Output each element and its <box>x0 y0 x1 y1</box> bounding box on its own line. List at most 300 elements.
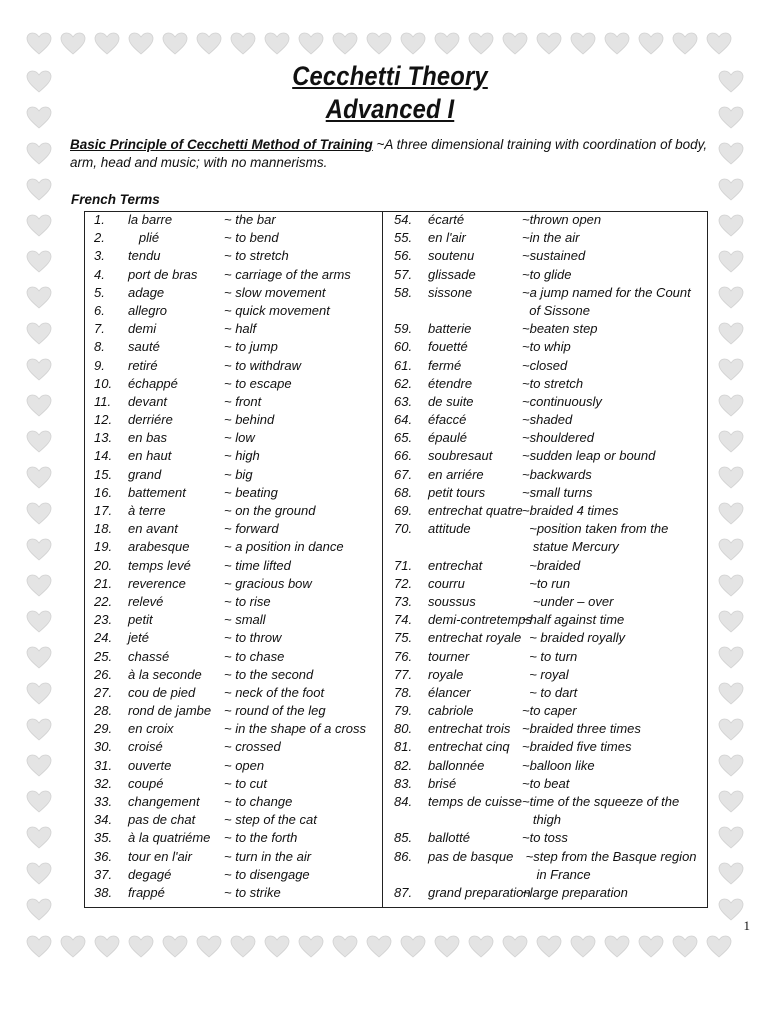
heart-icon <box>718 286 744 310</box>
term-row <box>386 211 706 229</box>
heart-icon <box>94 32 120 56</box>
term-french: grand preparation <box>428 884 531 900</box>
term-number: 72. <box>394 575 413 591</box>
heart-icon <box>60 935 86 959</box>
term-row <box>86 466 380 484</box>
term-number: 65. <box>394 430 413 446</box>
heart-icon <box>94 935 120 959</box>
term-french: élancer <box>428 684 471 700</box>
term-definition: ~sudden leap or bound <box>522 448 656 464</box>
term-row <box>386 466 706 484</box>
heart-icon <box>26 430 52 454</box>
term-definition: ~ to stretch <box>224 248 289 264</box>
term-french: changement <box>128 794 200 809</box>
heart-icon <box>26 214 52 238</box>
heart-icon <box>468 32 494 56</box>
heart-icon <box>366 32 392 56</box>
term-definition: ~ to jump <box>224 339 278 355</box>
term-definition: ~to caper <box>522 703 577 719</box>
term-number: 28. <box>94 703 113 719</box>
term-row <box>86 666 380 684</box>
term-french: croisé <box>128 739 163 755</box>
heart-icon <box>26 466 52 490</box>
term-number: 26. <box>94 666 113 682</box>
term-french: port de bras <box>128 266 198 282</box>
term-row <box>86 593 380 611</box>
heart-icon <box>26 286 52 310</box>
term-french: devant <box>128 393 168 409</box>
term-definition-continued: statue Mercury <box>522 539 619 555</box>
heart-icon <box>718 70 744 94</box>
term-definition: ~braided three times <box>522 721 641 737</box>
term-number: 73. <box>394 593 413 609</box>
term-row <box>386 738 706 756</box>
term-french: soussus <box>428 593 476 609</box>
term-french: courru <box>428 575 465 591</box>
term-definition: ~beaten step <box>522 321 598 337</box>
term-definition: ~to glide <box>522 266 572 282</box>
term-french: échappé <box>128 375 178 391</box>
term-row <box>386 575 706 593</box>
heart-icon <box>718 322 744 346</box>
intro-text: ~A three dimensional training with coordination of body, arm, head and music; with no mannerisms. <box>70 137 708 170</box>
heart-icon <box>162 32 188 56</box>
heart-icon <box>718 790 744 814</box>
term-french: la barre <box>128 212 173 227</box>
term-definition: ~shouldered <box>522 430 594 446</box>
term-french: pas de chat <box>128 812 196 828</box>
term-row <box>86 866 380 884</box>
term-french: cou de pied <box>128 684 196 700</box>
term-number: 75. <box>394 630 413 646</box>
term-number: 8. <box>94 339 105 355</box>
term-french: degagé <box>128 866 172 882</box>
heart-icon <box>718 718 744 742</box>
term-row-continuation <box>386 538 706 556</box>
term-definition: ~braided <box>522 557 581 573</box>
term-row <box>86 684 380 702</box>
term-number: 87. <box>394 884 413 900</box>
term-definition: ~ to withdraw <box>224 357 301 373</box>
heart-icon <box>332 32 358 56</box>
term-definition: ~ big <box>224 466 253 482</box>
heart-icon <box>26 250 52 274</box>
term-french: entrechat trois <box>428 721 511 737</box>
heart-icon <box>672 935 698 959</box>
heart-icon <box>26 718 52 742</box>
term-number: 3. <box>94 248 105 264</box>
heart-icon <box>718 250 744 274</box>
heart-icon <box>718 358 744 382</box>
term-row <box>386 357 706 375</box>
term-row <box>86 884 380 902</box>
heart-icon <box>196 935 222 959</box>
term-french: arabesque <box>128 539 190 555</box>
term-number: 57. <box>394 266 413 282</box>
term-number: 64. <box>394 412 413 428</box>
heart-icon <box>672 32 698 56</box>
term-row <box>386 757 706 775</box>
term-number: 78. <box>394 684 413 700</box>
heart-icon <box>718 502 744 526</box>
column-divider <box>382 211 383 908</box>
term-french: entrechat <box>428 557 483 573</box>
heart-icon <box>196 32 222 56</box>
term-definition: ~ the bar <box>224 212 276 227</box>
term-french: pas de basque <box>428 848 514 864</box>
term-row <box>386 429 706 447</box>
term-french: ouverte <box>128 757 172 773</box>
term-row <box>386 375 706 393</box>
term-french: épaulé <box>428 430 468 446</box>
heart-icon <box>128 935 154 959</box>
term-definition: ~ to strike <box>224 884 281 900</box>
term-row <box>86 411 380 429</box>
heart-icon <box>718 538 744 562</box>
term-definition: ~to beat <box>522 775 570 791</box>
term-row <box>86 502 380 520</box>
term-number: 6. <box>94 302 105 318</box>
term-number: 5. <box>94 284 105 300</box>
term-number: 54. <box>394 212 413 227</box>
heart-icon <box>502 935 528 959</box>
term-row <box>386 829 706 847</box>
term-french: étendre <box>428 375 473 391</box>
heart-icon <box>162 935 188 959</box>
heart-icon <box>718 430 744 454</box>
term-number: 9. <box>94 357 105 373</box>
term-row <box>86 211 380 229</box>
term-number: 13. <box>94 430 113 446</box>
term-definition: ~ small <box>224 612 266 628</box>
term-row-continuation <box>386 811 706 829</box>
term-definition-continued: in France <box>522 866 591 882</box>
term-french: brisé <box>428 775 457 791</box>
term-row <box>86 247 380 265</box>
heart-icon <box>26 106 52 130</box>
section-label: French Terms <box>71 192 160 207</box>
term-definition: ~ to throw <box>224 630 282 646</box>
term-row-continuation <box>386 866 706 884</box>
term-french: temps levé <box>128 557 191 573</box>
heart-icon <box>638 935 664 959</box>
term-number: 34. <box>94 812 113 828</box>
term-definition: ~ neck of the foot <box>224 684 325 700</box>
term-number: 66. <box>394 448 413 464</box>
heart-icon <box>26 682 52 706</box>
term-french: en avant <box>128 521 178 537</box>
term-definition: ~ open <box>224 757 265 773</box>
heart-icon <box>26 394 52 418</box>
heart-icon <box>26 610 52 634</box>
term-definition: ~thrown open <box>522 212 602 227</box>
intro-lead: Basic Principle of Cecchetti Method of Training <box>70 137 373 152</box>
heart-icon <box>26 142 52 166</box>
term-french: ballotté <box>428 830 470 846</box>
term-row <box>86 848 380 866</box>
heart-icon <box>570 935 596 959</box>
term-row <box>86 375 380 393</box>
term-row <box>386 775 706 793</box>
term-definition: ~backwards <box>522 466 592 482</box>
heart-icon <box>128 32 154 56</box>
term-number: 80. <box>394 721 413 737</box>
term-row <box>86 320 380 338</box>
heart-icon <box>26 32 52 56</box>
term-french: en l'air <box>428 230 466 246</box>
term-definition: ~step from the Basque region <box>522 848 697 864</box>
term-number: 31. <box>94 757 113 773</box>
term-french: fouetté <box>428 339 468 355</box>
right-term-column <box>386 211 706 902</box>
term-row <box>86 775 380 793</box>
heart-icon <box>26 538 52 562</box>
term-definition: ~ braided royally <box>522 630 625 646</box>
term-number: 33. <box>94 794 113 809</box>
term-definition: ~ front <box>224 393 262 409</box>
term-definition: ~ to bend <box>224 230 279 246</box>
term-definition: ~ crossed <box>224 739 281 755</box>
term-number: 63. <box>394 393 413 409</box>
heart-icon <box>26 862 52 886</box>
term-french: entrechat cinq <box>428 739 510 755</box>
term-number: 36. <box>94 848 113 864</box>
term-french: en croix <box>128 721 174 737</box>
term-definition: ~ on the ground <box>224 503 316 518</box>
term-row <box>386 229 706 247</box>
term-row <box>386 284 706 302</box>
term-row <box>86 829 380 847</box>
term-definition: ~ step of the cat <box>224 812 317 828</box>
term-number: 19. <box>94 539 113 555</box>
term-number: 4. <box>94 266 105 282</box>
term-definition: ~to stretch <box>522 375 584 391</box>
heart-icon <box>718 862 744 886</box>
title-block <box>70 60 710 126</box>
term-french: rond de jambe <box>128 703 212 719</box>
term-number: 85. <box>394 830 413 846</box>
term-definition-continued: thigh <box>522 812 562 828</box>
heart-icon <box>718 106 744 130</box>
term-definition: ~ in the shape of a cross <box>224 721 367 737</box>
term-row <box>86 229 380 247</box>
term-row <box>386 393 706 411</box>
term-number: 30. <box>94 739 113 755</box>
term-number: 68. <box>394 484 413 500</box>
term-french: fermé <box>428 357 462 373</box>
term-number: 25. <box>94 648 113 664</box>
term-number: 61. <box>394 357 413 373</box>
term-definition: ~ to dart <box>522 684 578 700</box>
term-definition: ~braided five times <box>522 739 632 755</box>
heart-icon <box>230 32 256 56</box>
heart-icon <box>264 935 290 959</box>
term-french: attitude <box>428 521 471 537</box>
term-number: 23. <box>94 612 113 628</box>
term-number: 35. <box>94 830 113 846</box>
term-french: ballonnée <box>428 757 485 773</box>
term-number: 77. <box>394 666 413 682</box>
heart-icon <box>400 935 426 959</box>
term-number: 11. <box>94 393 112 409</box>
term-french: retiré <box>128 357 158 373</box>
term-number: 70. <box>394 521 413 537</box>
term-french: reverence <box>128 575 186 591</box>
heart-icon <box>26 574 52 598</box>
term-number: 14. <box>94 448 113 464</box>
term-definition: ~in the air <box>522 230 580 246</box>
term-french: éfaccé <box>428 412 467 428</box>
heart-icon <box>718 754 744 778</box>
term-row <box>386 720 706 738</box>
heart-icon <box>298 32 324 56</box>
term-definition: ~sustained <box>522 248 586 264</box>
heart-icon <box>264 32 290 56</box>
term-definition: ~a jump named for the Count <box>522 284 691 300</box>
term-row <box>86 757 380 775</box>
term-number: 38. <box>94 884 113 900</box>
heart-icon <box>332 935 358 959</box>
term-row <box>86 429 380 447</box>
term-row <box>86 611 380 629</box>
heart-icon <box>718 826 744 850</box>
heart-icon <box>718 394 744 418</box>
term-french: battement <box>128 484 186 500</box>
term-row <box>386 793 706 811</box>
term-row <box>86 702 380 720</box>
term-definition: ~to whip <box>522 339 571 355</box>
term-row <box>386 338 706 356</box>
term-row <box>386 848 706 866</box>
term-row <box>86 811 380 829</box>
term-french: écarté <box>428 212 465 227</box>
term-french: jeté <box>128 630 149 646</box>
term-definition: ~ slow movement <box>224 284 326 300</box>
term-definition: ~to toss <box>522 830 568 846</box>
term-definition: ~ time lifted <box>224 557 291 573</box>
heart-icon <box>26 898 52 922</box>
heart-icon <box>366 935 392 959</box>
heart-icon <box>26 178 52 202</box>
heart-icon <box>26 790 52 814</box>
heart-icon <box>434 32 460 56</box>
term-row <box>386 484 706 502</box>
term-number: 32. <box>94 775 113 791</box>
term-number: 15. <box>94 466 113 482</box>
term-definition: ~ turn in the air <box>224 848 312 864</box>
term-french: allegro <box>128 302 168 318</box>
intro-paragraph <box>70 136 710 172</box>
term-french: à la quatriéme <box>128 830 211 846</box>
term-row <box>86 720 380 738</box>
term-definition: ~ a position in dance <box>224 539 344 555</box>
term-definition: ~ low <box>224 430 255 446</box>
term-french: entrechat quatre <box>428 503 523 518</box>
term-row <box>386 884 706 902</box>
term-definition: ~ to turn <box>522 648 578 664</box>
term-french: tourner <box>428 648 470 664</box>
term-number: 58. <box>394 284 413 300</box>
term-row <box>86 738 380 756</box>
term-french: en bas <box>128 430 168 446</box>
term-row <box>386 593 706 611</box>
heart-icon <box>26 754 52 778</box>
term-french: sauté <box>128 339 160 355</box>
term-number: 81. <box>394 739 413 755</box>
heart-icon <box>718 574 744 598</box>
term-definition: ~closed <box>522 357 568 373</box>
term-number: 2. <box>94 230 105 246</box>
term-row <box>86 484 380 502</box>
heart-icon <box>570 32 596 56</box>
term-definition: ~ to the second <box>224 666 314 682</box>
term-number: 67. <box>394 466 413 482</box>
term-definition: ~ gracious bow <box>224 575 312 591</box>
heart-icon <box>60 32 86 56</box>
term-french: en arriére <box>428 466 484 482</box>
page-number: 1 <box>743 918 750 933</box>
term-definition: ~ quick movement <box>224 302 330 318</box>
term-definition: ~ beating <box>224 484 278 500</box>
term-row <box>386 648 706 666</box>
term-french: à terre <box>128 503 166 518</box>
term-definition: ~small turns <box>522 484 593 500</box>
heart-icon <box>718 214 744 238</box>
term-number: 76. <box>394 648 413 664</box>
term-row <box>86 302 380 320</box>
heart-icon <box>718 142 744 166</box>
term-french: demi-contretemps <box>428 612 533 628</box>
term-number: 17. <box>94 503 113 518</box>
term-row <box>386 520 706 538</box>
term-french: soubresaut <box>428 448 493 464</box>
term-row <box>86 629 380 647</box>
term-number: 62. <box>394 375 413 391</box>
term-french: petit <box>128 612 153 628</box>
term-number: 21. <box>94 575 113 591</box>
term-definition: ~continuously <box>522 393 602 409</box>
heart-icon <box>718 898 744 922</box>
term-row <box>386 684 706 702</box>
term-row <box>86 575 380 593</box>
term-number: 27. <box>94 684 113 700</box>
term-number: 16. <box>94 484 113 500</box>
term-number: 29. <box>94 721 113 737</box>
term-french: relevé <box>128 593 164 609</box>
heart-icon <box>718 466 744 490</box>
term-definition: ~large preparation <box>522 884 628 900</box>
term-definition: ~ royal <box>522 666 569 682</box>
heart-icon <box>502 32 528 56</box>
term-row <box>386 320 706 338</box>
term-row <box>86 793 380 811</box>
term-number: 24. <box>94 630 113 646</box>
term-french: sissone <box>428 284 473 300</box>
term-french: soutenu <box>428 248 475 264</box>
term-definition: ~ to rise <box>224 593 271 609</box>
heart-icon <box>26 935 52 959</box>
term-row <box>86 520 380 538</box>
term-definition: ~under – over <box>522 593 614 609</box>
term-definition: ~ to escape <box>224 375 292 391</box>
heart-icon <box>26 322 52 346</box>
term-row <box>386 557 706 575</box>
term-definition: ~position taken from the <box>522 521 669 537</box>
term-row <box>86 338 380 356</box>
term-number: 7. <box>94 321 105 337</box>
term-definition: ~ to change <box>224 794 293 809</box>
term-french: grand <box>128 466 162 482</box>
